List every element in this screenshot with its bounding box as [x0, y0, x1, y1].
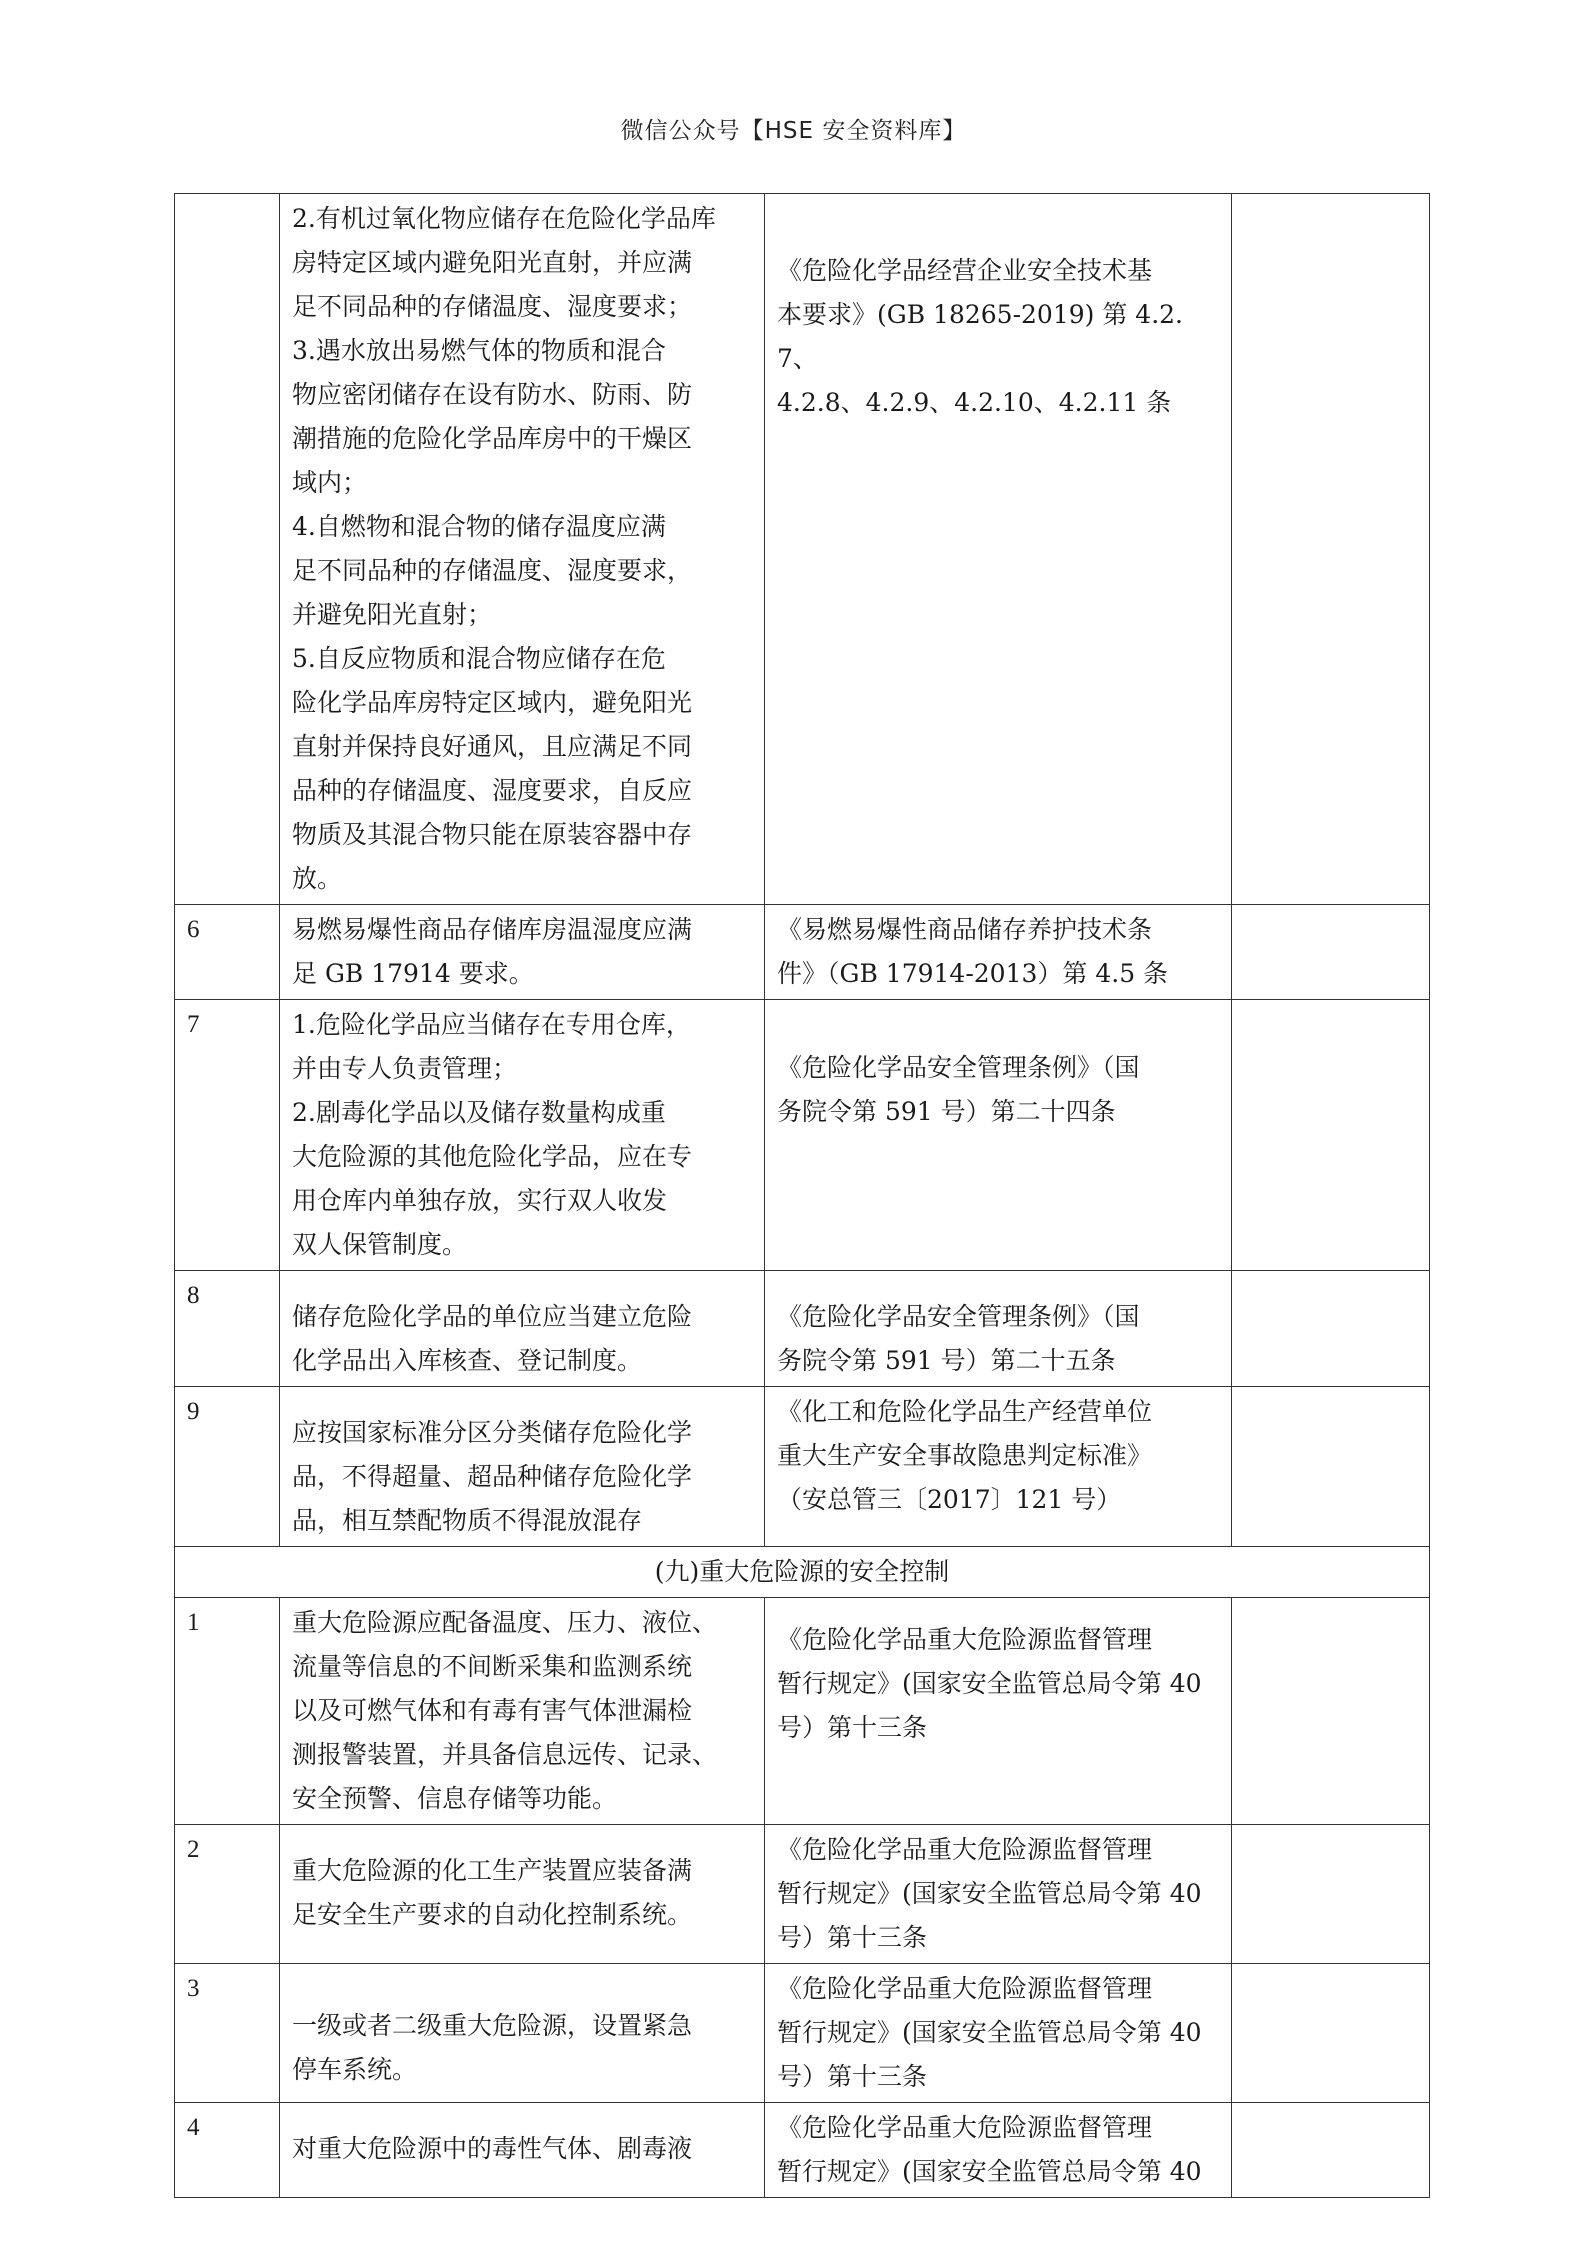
regulation-basis — [765, 1387, 1232, 1547]
content-line: 3.遇水放出易燃气体的物质和混合 — [292, 336, 666, 365]
content-line: 化学品出入库核查、登记制度。 — [292, 1346, 643, 1375]
content-line: 储存危险化学品的单位应当建立危险 — [292, 1302, 693, 1331]
regulation-basis — [765, 905, 1232, 1000]
content-line: 2.剧毒化学品以及储存数量构成重 — [292, 1098, 666, 1127]
row-number: 1 — [175, 1598, 280, 1825]
basis-line: 《危险化学品安全管理条例》（国 — [777, 1053, 1140, 1082]
content-line: 双人保管制度。 — [292, 1230, 468, 1259]
content-line: 流量等信息的不间断采集和监测系统 — [292, 1652, 693, 1681]
content-line: 安全预警、信息存储等功能。 — [292, 1784, 618, 1813]
table-row — [175, 2103, 1430, 2198]
basis-line: 《危险化学品重大危险源监督管理 — [777, 1625, 1153, 1654]
basis-line: 4.2.8、4.2.9、4.2.10、4.2.11 条 — [777, 388, 1172, 417]
checklist-table — [174, 193, 1430, 2198]
table-body-hazard — [175, 1598, 1430, 2198]
check-result — [1232, 905, 1430, 1000]
basis-line: 暂行规定》(国家安全监管总局令第 40 — [777, 1879, 1202, 1908]
content-line: 并由专人负责管理； — [292, 1054, 518, 1083]
check-result — [1232, 1964, 1430, 2103]
basis-line: 务院令第 591 号）第二十四条 — [777, 1097, 1116, 1126]
section-title: (九)重大危险源的安全控制 — [175, 1547, 1430, 1598]
table-row — [175, 1000, 1430, 1271]
check-content — [280, 194, 765, 905]
check-result — [1232, 1000, 1430, 1271]
basis-line: 《危险化学品重大危险源监督管理 — [777, 1974, 1153, 2003]
content-line: 放。 — [292, 864, 343, 893]
table-row — [175, 905, 1430, 1000]
basis-line: 号）第十三条 — [777, 2062, 928, 2091]
table-row — [175, 1387, 1430, 1547]
content-line: 直射并保持良好通风，且应满足不同 — [292, 732, 693, 761]
content-line: 足不同品种的存储温度、湿度要求， — [292, 556, 693, 585]
check-content — [280, 1598, 765, 1825]
content-line: 重大危险源应配备温度、压力、液位、 — [292, 1608, 718, 1637]
row-number: 7 — [175, 1000, 280, 1271]
regulation-basis — [765, 1964, 1232, 2103]
check-content — [280, 1964, 765, 2103]
content-line: 品种的存储温度、湿度要求，自反应 — [292, 776, 693, 805]
basis-line: 号）第十三条 — [777, 1713, 928, 1742]
content-line: 用仓库内单独存放，实行双人收发 — [292, 1186, 668, 1215]
content-line: 并避免阳光直射； — [292, 600, 493, 629]
table-section — [175, 1547, 1430, 1598]
row-number: 6 — [175, 905, 280, 1000]
content-line: 险化学品库房特定区域内，避免阳光 — [292, 688, 693, 717]
content-line: 1.危险化学品应当储存在专用仓库， — [292, 1010, 691, 1039]
check-content — [280, 1000, 765, 1271]
content-line: 足不同品种的存储温度、湿度要求； — [292, 292, 693, 321]
table-row — [175, 1825, 1430, 1964]
content-line: 2.有机过氧化物应储存在危险化学品库 — [292, 204, 716, 233]
content-line: 房特定区域内避免阳光直射，并应满 — [292, 248, 693, 277]
basis-line: 《危险化学品重大危险源监督管理 — [777, 2113, 1153, 2142]
row-number — [175, 194, 280, 905]
content-line: 应按国家标准分区分类储存危险化学 — [292, 1418, 693, 1447]
content-line: 物质及其混合物只能在原装容器中存 — [292, 820, 693, 849]
page-header: 微信公众号【HSE 安全资料库】 — [620, 118, 967, 144]
content-line: 大危险源的其他危险化学品，应在专 — [292, 1142, 693, 1171]
regulation-basis — [765, 1271, 1232, 1387]
regulation-basis — [765, 1000, 1232, 1271]
row-number: 4 — [175, 2103, 280, 2198]
basis-line: 暂行规定》(国家安全监管总局令第 40 — [777, 2157, 1202, 2186]
basis-line: 《危险化学品安全管理条例》（国 — [777, 1302, 1140, 1331]
basis-line: 本要求》(GB 18265-2019) 第 4.2.7、 — [777, 300, 1183, 373]
content-line: 域内； — [292, 468, 368, 497]
basis-line: 《危险化学品经营企业安全技术基 — [777, 256, 1153, 285]
basis-line: 《危险化学品重大危险源监督管理 — [777, 1835, 1153, 1864]
basis-line: 暂行规定》(国家安全监管总局令第 40 — [777, 1669, 1202, 1698]
section-row — [175, 1547, 1430, 1598]
basis-line: （安总管三〔2017〕121 号） — [777, 1485, 1122, 1514]
basis-line: 重大生产安全事故隐患判定标准》 — [777, 1441, 1153, 1470]
row-number: 3 — [175, 1964, 280, 2103]
content-line: 足 GB 17914 要求。 — [292, 959, 534, 988]
basis-line: 务院令第 591 号）第二十五条 — [777, 1346, 1116, 1375]
basis-line: 号）第十三条 — [777, 1923, 928, 1952]
table-row — [175, 1598, 1430, 1825]
regulation-basis — [765, 1825, 1232, 1964]
check-content — [280, 1387, 765, 1547]
check-content — [280, 1825, 765, 1964]
check-content — [280, 1271, 765, 1387]
basis-line: 《化工和危险化学品生产经营单位 — [777, 1397, 1153, 1426]
check-result — [1232, 1598, 1430, 1825]
content-line: 以及可燃气体和有毒有害气体泄漏检 — [292, 1696, 693, 1725]
check-content — [280, 905, 765, 1000]
check-content — [280, 2103, 765, 2198]
table-body-storage — [175, 194, 1430, 1547]
row-number: 2 — [175, 1825, 280, 1964]
table-row — [175, 1964, 1430, 2103]
content-line: 重大危险源的化工生产装置应装备满 — [292, 1856, 693, 1885]
table-row — [175, 194, 1430, 905]
regulation-basis — [765, 2103, 1232, 2198]
check-result — [1232, 194, 1430, 905]
check-result — [1232, 1387, 1430, 1547]
row-number: 9 — [175, 1387, 280, 1547]
content-line: 对重大危险源中的毒性气体、剧毒液 — [292, 2134, 693, 2163]
content-line: 一级或者二级重大危险源，设置紧急 — [292, 2011, 693, 2040]
basis-line: 《易燃易爆性商品储存养护技术条 — [777, 915, 1153, 944]
content-line: 4.自燃物和混合物的储存温度应满 — [292, 512, 666, 541]
content-line: 5.自反应物质和混合物应储存在危 — [292, 644, 666, 673]
check-result — [1232, 2103, 1430, 2198]
content-line: 易燃易爆性商品存储库房温湿度应满 — [292, 915, 693, 944]
basis-line: 件》（GB 17914-2013）第 4.5 条 — [777, 959, 1169, 988]
content-line: 足安全生产要求的自动化控制系统。 — [292, 1900, 693, 1929]
content-line: 停车系统。 — [292, 2055, 418, 2084]
check-result — [1232, 1825, 1430, 1964]
basis-line: 暂行规定》(国家安全监管总局令第 40 — [777, 2018, 1202, 2047]
content-line: 品，相互禁配物质不得混放混存 — [292, 1506, 643, 1535]
content-line: 测报警装置，并具备信息远传、记录、 — [292, 1740, 718, 1769]
check-result — [1232, 1271, 1430, 1387]
content-line: 物应密闭储存在设有防水、防雨、防 — [292, 380, 693, 409]
table-row — [175, 1271, 1430, 1387]
regulation-basis — [765, 1598, 1232, 1825]
row-number: 8 — [175, 1271, 280, 1387]
content-line: 品，不得超量、超品种储存危险化学 — [292, 1462, 693, 1491]
regulation-basis — [765, 194, 1232, 905]
content-line: 潮措施的危险化学品库房中的干燥区 — [292, 424, 693, 453]
